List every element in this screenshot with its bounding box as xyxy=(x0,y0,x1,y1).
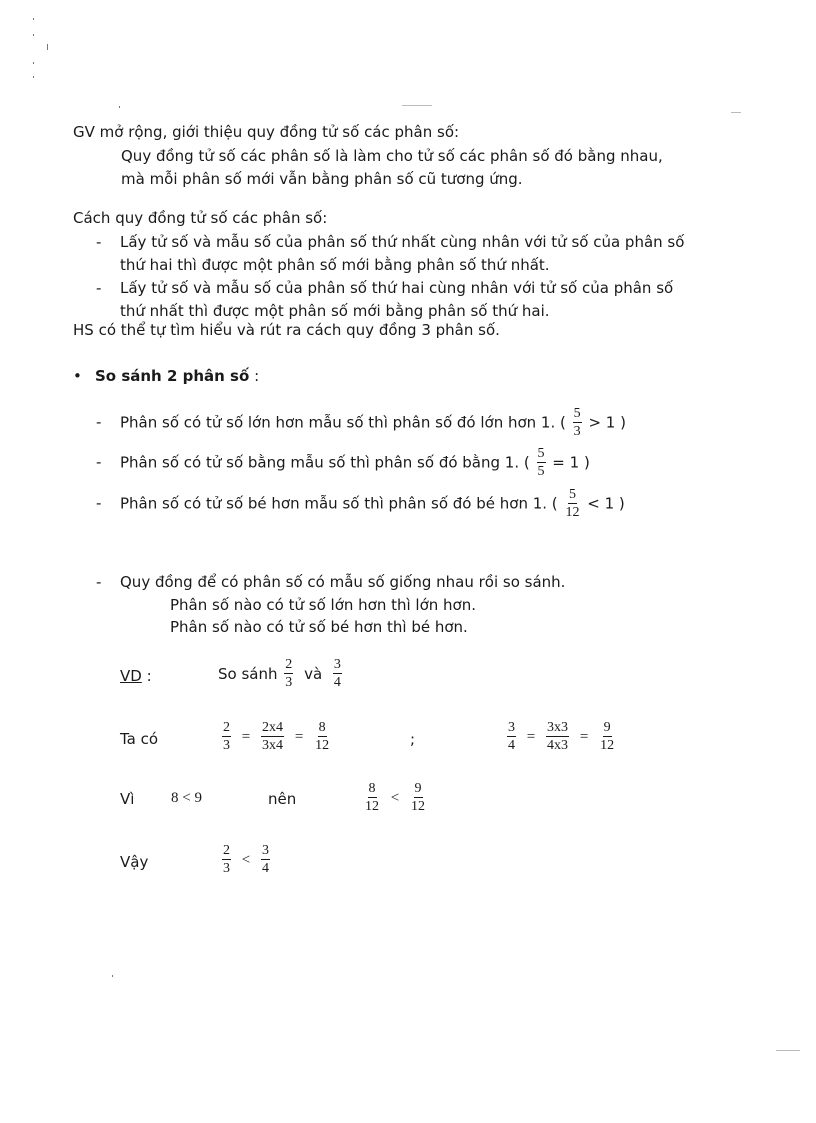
compare-heading xyxy=(73,367,259,385)
method-note: HS có thể tự tìm hiểu và rút ra cách quy đồng 3 phân số. xyxy=(73,321,500,339)
rule-3-tail: < 1 ) xyxy=(587,494,625,513)
example-and: và xyxy=(304,664,323,683)
example-label-text: VD xyxy=(120,667,142,685)
fraction xyxy=(222,843,231,877)
numerator: 9 xyxy=(603,720,612,737)
compare-heading-text: So sánh 2 phân số xyxy=(95,367,250,385)
denominator: 12 xyxy=(365,799,379,815)
equals-sign: = xyxy=(241,729,251,746)
numerator: 3 xyxy=(261,843,270,860)
denominator: 12 xyxy=(565,505,580,521)
dash-marker: - xyxy=(96,453,102,472)
fraction xyxy=(314,720,330,754)
equals-sign: = xyxy=(579,729,589,746)
vay-expression xyxy=(220,843,272,877)
fraction xyxy=(564,487,580,521)
fraction xyxy=(284,657,293,691)
fraction xyxy=(573,406,582,440)
scan-speck xyxy=(47,44,48,50)
numerator: 2 xyxy=(222,720,231,737)
method-heading: Cách quy đồng tử số các phân số: xyxy=(73,209,328,227)
denominator: 12 xyxy=(411,799,426,815)
ta-co-equation-1 xyxy=(220,720,332,754)
numerator: 2 xyxy=(284,657,293,674)
denominator: 3 xyxy=(285,675,293,691)
intro-line-3: mà mỗi phân số mới vẫn bằng phân số cũ tương ứng. xyxy=(121,170,523,188)
ta-co-label: Ta có xyxy=(120,730,159,748)
numerator: 3 xyxy=(333,657,342,674)
rule-2-text: Phân số có tử số bằng mẫu số thì phân số đó bằng 1. ( xyxy=(120,453,530,472)
fraction xyxy=(599,720,615,754)
example-label xyxy=(120,667,152,685)
example-prompt xyxy=(218,657,344,691)
denominator: 4 xyxy=(333,675,341,691)
fraction xyxy=(261,843,270,877)
equals-sign: = xyxy=(526,729,536,746)
nen-expression xyxy=(362,781,428,815)
scan-speck xyxy=(33,34,34,36)
less-than-sign: < xyxy=(390,790,400,807)
method-item-2-text: Lấy tử số và mẫu số của phân số thứ hai cùng nhân với tử số của phân số xyxy=(120,279,674,297)
scan-speck xyxy=(402,105,432,106)
fraction xyxy=(507,720,516,754)
equation-separator: ; xyxy=(410,730,416,748)
fraction xyxy=(261,720,284,754)
rule-4-sub-1: Phân số nào có tử số lớn hơn thì lớn hơn. xyxy=(170,596,477,614)
vi-expression: 8 < 9 xyxy=(171,790,202,806)
method-item-1-text: Lấy tử số và mẫu số của phân số thứ nhất cùng nhân với tử số của phân số xyxy=(120,233,685,251)
denominator: 3x4 xyxy=(262,738,284,754)
fraction xyxy=(537,446,546,480)
dash-marker: - xyxy=(96,573,102,591)
vi-label: Vì xyxy=(120,790,135,808)
method-item-2 xyxy=(96,279,673,297)
numerator: 3x3 xyxy=(546,720,569,737)
numerator: 3 xyxy=(507,720,516,737)
numerator: 9 xyxy=(414,781,423,798)
scan-speck xyxy=(33,18,34,20)
vay-label: Vậy xyxy=(120,853,149,871)
fraction xyxy=(333,657,342,691)
fraction xyxy=(222,720,231,754)
nen-label: nên xyxy=(268,790,297,808)
dash-marker: - xyxy=(96,233,102,251)
denominator: 4x3 xyxy=(547,738,569,754)
compare-heading-colon: : xyxy=(249,367,260,385)
denominator: 3 xyxy=(223,861,230,877)
method-item-2-cont: thứ nhất thì được một phân số mới bằng phân số thứ hai. xyxy=(120,302,550,320)
rule-2 xyxy=(96,446,590,480)
fraction xyxy=(410,781,426,815)
rule-4-text: Quy đồng để có phân số có mẫu số giống nhau rồi so sánh. xyxy=(120,573,566,591)
equals-sign: = xyxy=(294,729,304,746)
denominator: 5 xyxy=(537,464,545,480)
numerator: 8 xyxy=(368,781,377,798)
method-item-1 xyxy=(96,233,684,251)
example-label-colon: : xyxy=(141,667,152,685)
intro-line-1: GV mở rộng, giới thiệu quy đồng tử số các phân số: xyxy=(73,123,460,141)
rule-3 xyxy=(96,487,625,521)
scan-speck xyxy=(731,112,741,113)
denominator: 12 xyxy=(315,738,330,754)
rule-1 xyxy=(96,406,626,440)
denominator: 3 xyxy=(573,424,581,440)
fraction xyxy=(364,781,380,815)
scan-speck xyxy=(33,76,34,78)
dash-marker: - xyxy=(96,494,102,513)
rule-2-tail: = 1 ) xyxy=(552,453,590,472)
denominator: 12 xyxy=(600,738,615,754)
intro-line-2: Quy đồng tử số các phân số là làm cho tử số các phân số đó bằng nhau, xyxy=(121,147,663,165)
rule-4 xyxy=(96,573,565,591)
rule-1-text: Phân số có tử số lớn hơn mẫu số thì phân số đó lớn hơn 1. ( xyxy=(120,413,566,432)
numerator: 5 xyxy=(568,487,577,504)
fraction xyxy=(546,720,569,754)
scan-speck xyxy=(776,1050,800,1051)
scan-speck xyxy=(33,62,34,64)
denominator: 4 xyxy=(508,738,515,754)
rule-3-text: Phân số có tử số bé hơn mẫu số thì phân số đó bé hơn 1. ( xyxy=(120,494,558,513)
ta-co-equation-2 xyxy=(505,720,617,754)
dash-marker: - xyxy=(96,413,102,432)
rule-1-tail: > 1 ) xyxy=(588,413,626,432)
scan-speck xyxy=(119,106,120,108)
dash-marker: - xyxy=(96,279,102,297)
scan-speck xyxy=(112,975,113,977)
less-than-sign: < xyxy=(241,852,251,869)
numerator: 2 xyxy=(222,843,231,860)
denominator: 4 xyxy=(262,861,270,877)
numerator: 5 xyxy=(537,446,546,463)
numerator: 5 xyxy=(573,406,582,423)
example-prompt-text: So sánh xyxy=(218,664,278,683)
bullet-marker: • xyxy=(73,367,82,385)
numerator: 8 xyxy=(318,720,327,737)
denominator: 3 xyxy=(223,738,230,754)
method-item-1-cont: thứ hai thì được một phân số mới bằng phân số thứ nhất. xyxy=(120,256,550,274)
rule-4-sub-2: Phân số nào có tử số bé hơn thì bé hơn. xyxy=(170,618,468,636)
numerator: 2x4 xyxy=(261,720,284,737)
